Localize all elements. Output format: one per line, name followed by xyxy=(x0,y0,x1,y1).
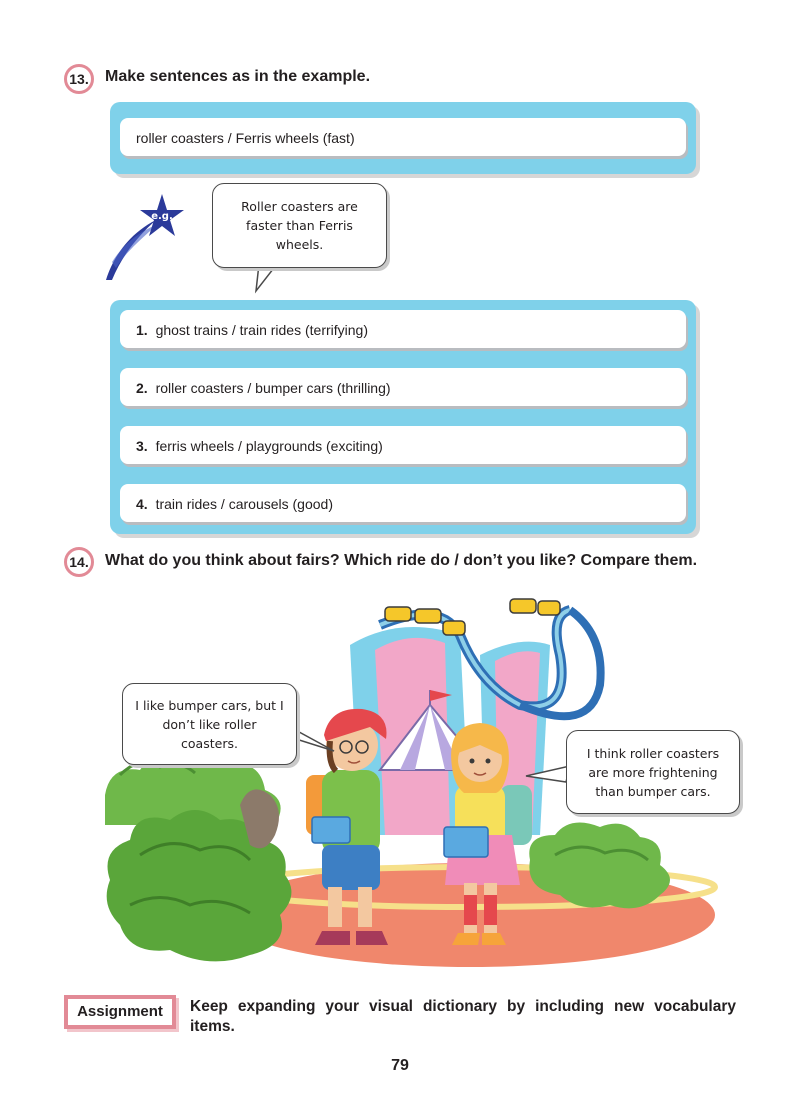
items-panel xyxy=(110,300,696,534)
exercise-title-14: What do you think about fairs? Which ride do / don’t you like? Compare them. xyxy=(105,552,698,569)
exercise-title-13: Make sentences as in the example. xyxy=(105,68,371,85)
girl-bubble-tail xyxy=(520,762,570,792)
item-text: ferris wheels / playgrounds (exciting) xyxy=(155,438,383,454)
page-number: 79 xyxy=(391,1057,409,1074)
item-number: 2. xyxy=(136,380,148,396)
boy-speech-bubble: I like bumper cars, but I don’t like roller coasters. xyxy=(122,683,297,765)
girl-speech-bubble: I think roller coasters are more frightening than bumper cars. xyxy=(566,730,740,814)
item-number: 1. xyxy=(136,322,148,338)
exercise-number-13: 13. xyxy=(64,64,94,94)
item-number: 3. xyxy=(136,438,148,454)
example-answer-bubble: Roller coasters are faster than Ferris wheels. xyxy=(212,183,387,268)
exercise-number-14: 14. xyxy=(64,547,94,577)
boy-bubble-tail xyxy=(290,725,340,755)
list-item xyxy=(120,484,686,522)
list-item xyxy=(120,368,686,406)
list-item xyxy=(120,426,686,464)
item-number: 4. xyxy=(136,496,148,512)
item-text: train rides / carousels (good) xyxy=(155,496,333,512)
assignment-text: Keep expanding your visual dictionary by including new vocabulary items. xyxy=(190,998,736,1035)
list-item xyxy=(120,310,686,348)
example-star-icon xyxy=(100,188,190,284)
example-badge: e.g. xyxy=(151,211,173,222)
assignment-label: Assignment xyxy=(64,995,176,1029)
example-panel xyxy=(110,102,696,174)
example-prompt: roller coasters / Ferris wheels (fast) xyxy=(120,118,686,156)
item-text: ghost trains / train rides (terrifying) xyxy=(155,322,368,338)
item-text: roller coasters / bumper cars (thrilling) xyxy=(155,380,391,396)
